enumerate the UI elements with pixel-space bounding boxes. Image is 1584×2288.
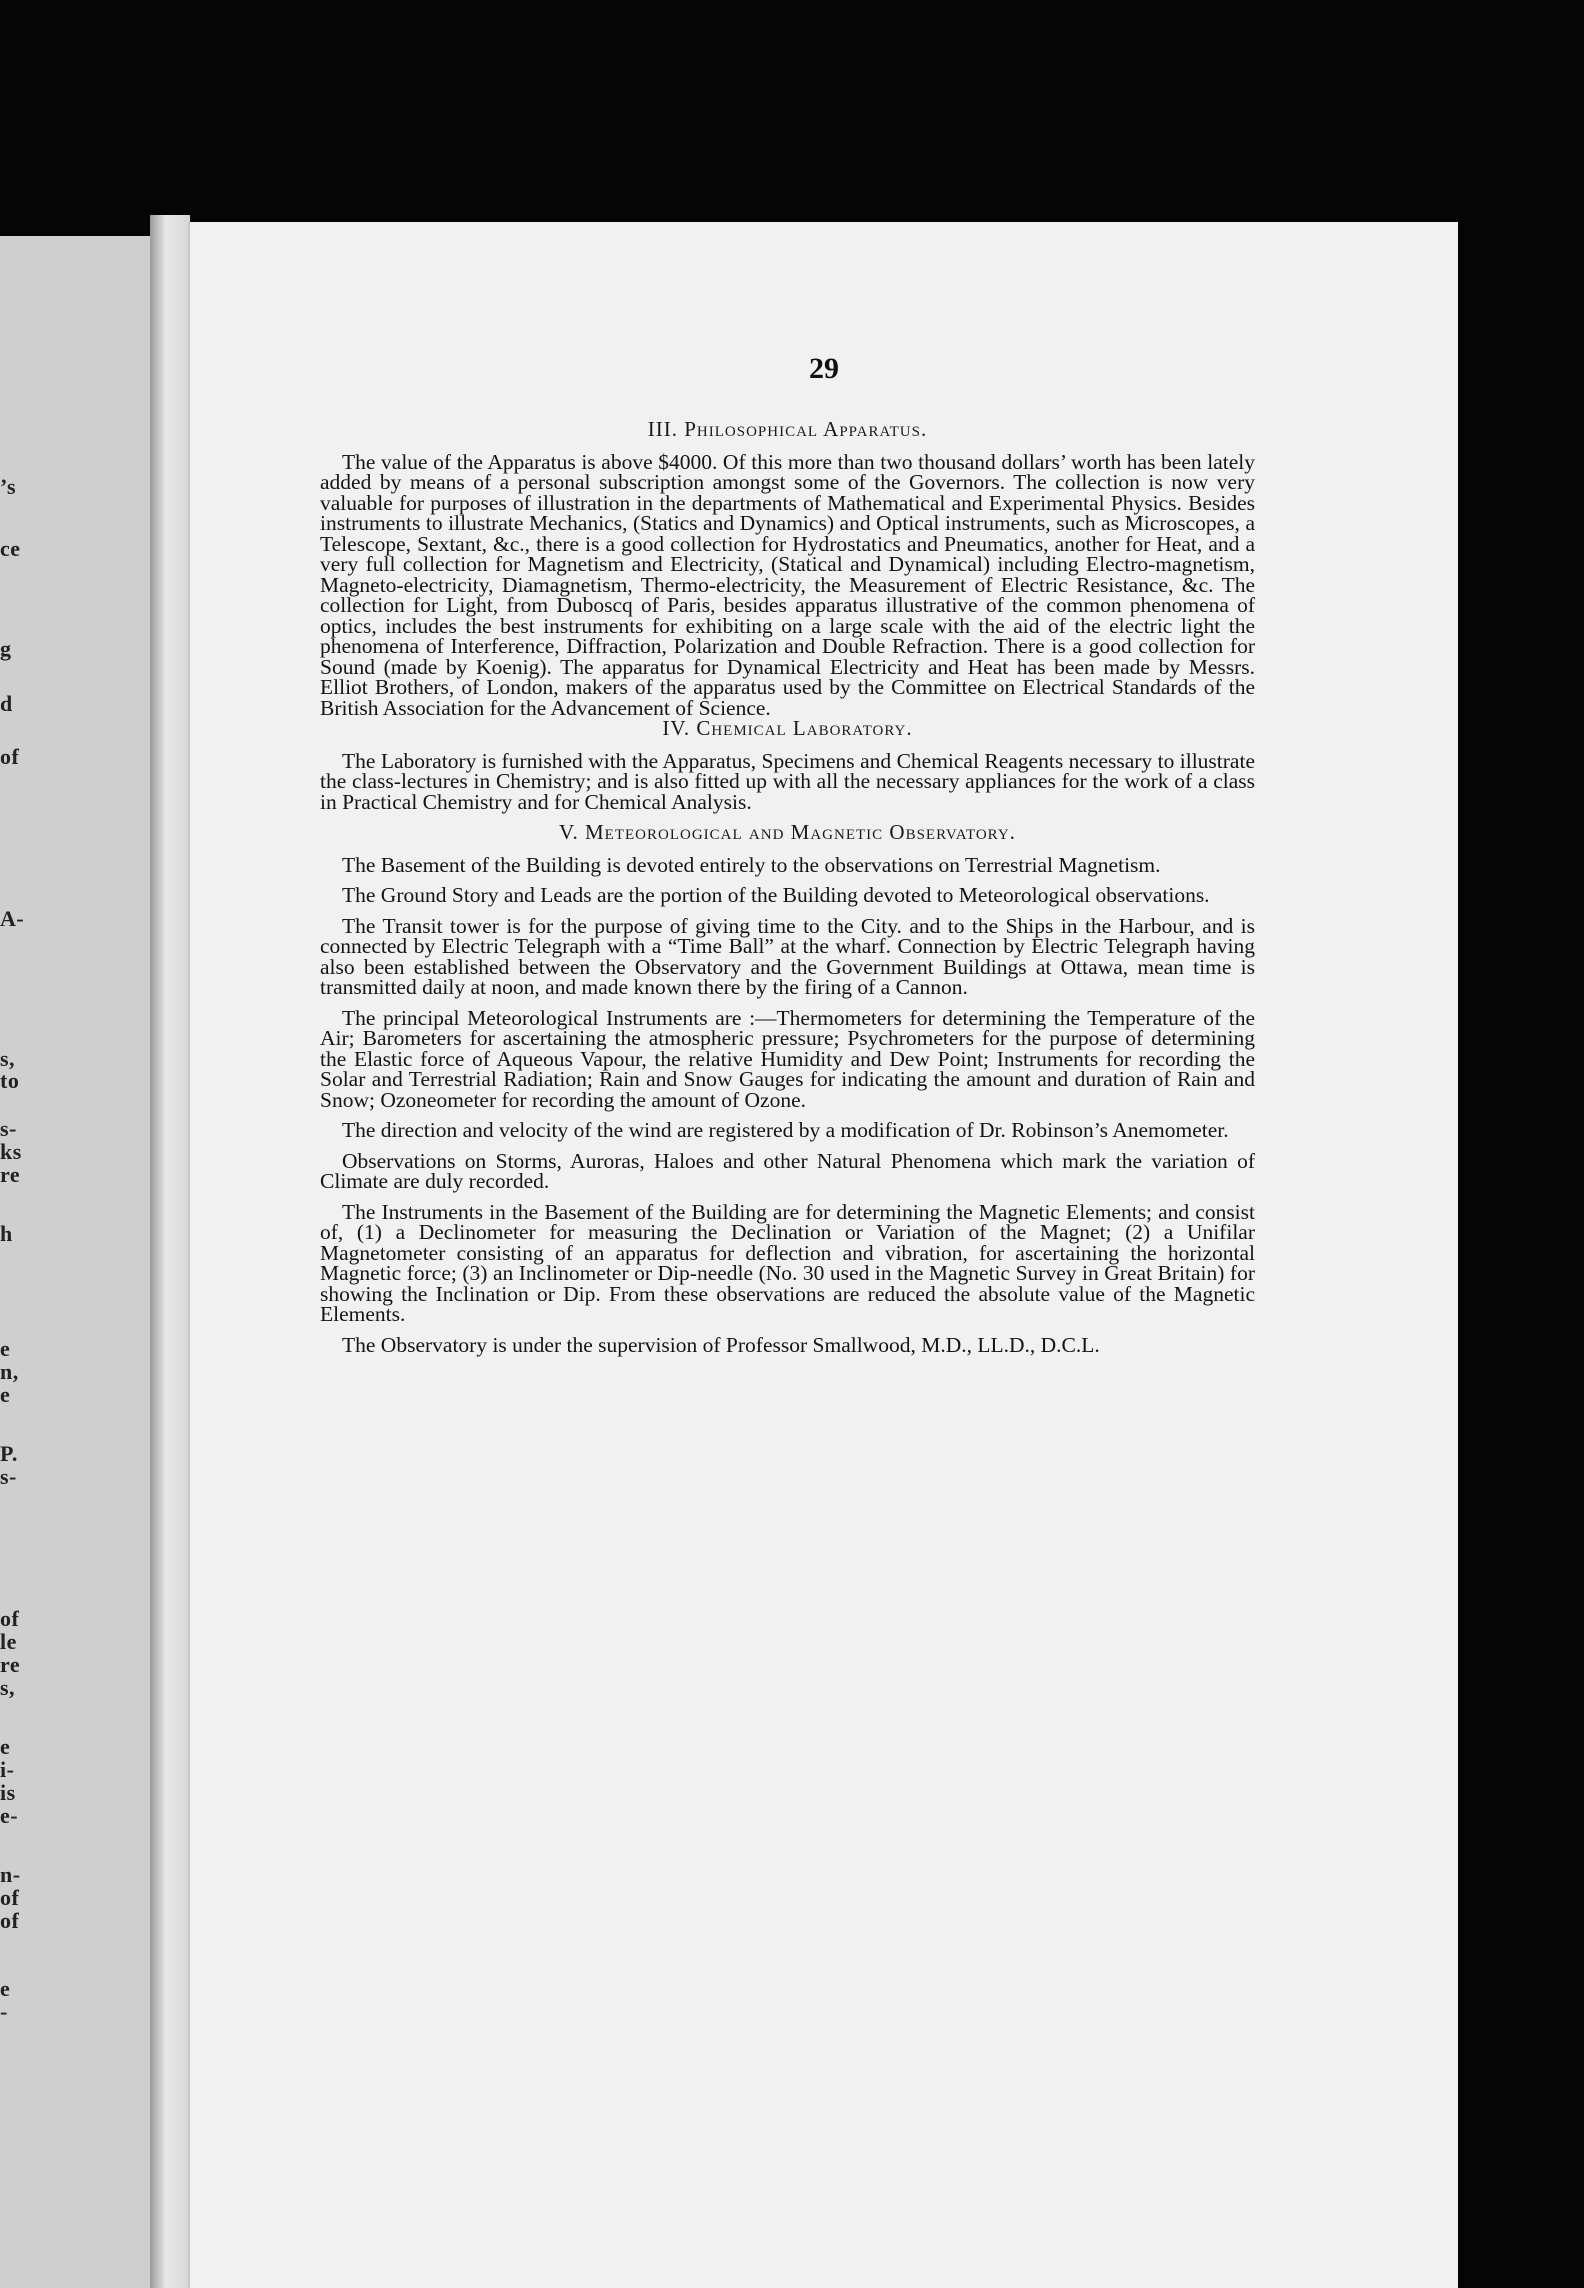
left-page-fragment: ce <box>0 536 21 561</box>
left-page-fragment: s, <box>0 1046 16 1071</box>
left-page-fragment: n, <box>0 1359 19 1384</box>
paragraph: The Instruments in the Basement of the Building are for determining the Magnetic Elements; and consist of, (1) a Declinometer for measuring the Declination or Variation of the Magnet; (2) a Unifilar Magnetometer consisting of an apparatus for deflection and vibration, for ascertaining the horizontal Magnetic force; (3) an Inclinometer or Dip-needle (No. 30 used in the Magnetic Survey in Great Britain) for showing the Inclination or Dip. From these observations are reduced the absolute value of the Magnetic Elements. <box>320 1199 1255 1326</box>
document-page <box>188 222 1458 2288</box>
left-page-fragment: e- <box>0 1803 19 1828</box>
left-page-fragment: ’s <box>0 474 17 499</box>
left-page-fragment: A- <box>0 906 25 931</box>
book-spine <box>150 215 190 2288</box>
left-page-fragment: e <box>0 1336 11 1361</box>
paragraph: The Laboratory is furnished with the Apparatus, Specimens and Chemical Reagents necessary to illustrate the class-lectures in Chemistry; and is also fitted up with all the necessary appliances for the work of a class in Practical Chemistry and for Chemical Analysis. <box>320 748 1255 814</box>
left-page-fragment: of <box>0 744 20 769</box>
section-heading: V. Meteorological and Magnetic Observatory. <box>559 820 1016 844</box>
left-page-fragment: i- <box>0 1757 15 1782</box>
left-page-fragment: re <box>0 1652 21 1677</box>
left-page-fragment: e <box>0 1382 11 1407</box>
left-page-fragment: s, <box>0 1675 16 1700</box>
left-page-fragment: of <box>0 1606 20 1631</box>
left-page-fragment: e <box>0 1734 11 1759</box>
paragraph: The Observatory is under the supervision of Professor Smallwood, M.D., LL.D., D.C.L. <box>342 1332 1100 1357</box>
left-page-fragment: s- <box>0 1464 17 1489</box>
page-number: 29 <box>809 352 839 385</box>
left-page-fragment: - <box>0 1999 8 2024</box>
left-page-fragment: re <box>0 1162 21 1187</box>
left-page-fragment: P. <box>0 1441 18 1466</box>
left-page-fragment: h <box>0 1221 13 1246</box>
left-page-fragment: g <box>0 636 12 661</box>
left-page-fragment: e <box>0 1976 11 2001</box>
left-page-fragment: le <box>0 1629 17 1654</box>
left-page-fragment: d <box>0 691 13 716</box>
paragraph: Observations on Storms, Auroras, Haloes and other Natural Phenomena which mark the variation of Climate are duly recorded. <box>320 1148 1255 1193</box>
left-page-fragment: to <box>0 1068 20 1093</box>
section-heading: III. Philosophical Apparatus. <box>647 417 928 441</box>
left-page-fragment: ks <box>0 1139 22 1164</box>
left-page-fragment: is <box>0 1780 16 1805</box>
paragraph: The direction and velocity of the wind are registered by a modification of Dr. Robinson’s Anemometer. <box>342 1118 1229 1142</box>
paragraph: The Basement of the Building is devoted entirely to the observations on Terrestrial Magnetism. <box>342 852 1161 877</box>
left-page-fragment: n- <box>0 1862 21 1887</box>
left-page-fragment: of <box>0 1908 20 1933</box>
section-chemical-laboratory <box>320 718 1255 812</box>
paragraph: The Ground Story and Leads are the portion of the Building devoted to Meteorological observations. <box>342 883 1210 907</box>
section-philosophical-apparatus <box>320 419 1255 718</box>
page-content <box>320 419 1255 1365</box>
paragraph: The Transit tower is for the purpose of giving time to the City. and to the Ships in the Harbour, and is connected by Electric Telegraph with a “Time Ball” at the wharf. Connection by Electric Telegraph having also been established between the Observatory and the Government Buildings at Ottawa, mean time is transmitted daily at noon, and made known there by the firing of a Cannon. <box>320 913 1255 999</box>
section-observatory <box>320 822 1255 1355</box>
left-page-fragment: of <box>0 1885 20 1910</box>
paragraph: The value of the Apparatus is above $4000. Of this more than two thousand dollars’ worth has been lately added by means of a personal subscription amongst some of the Governors. The collection is now very valuable for purposes of illustration in the departments of Mathematical and Experimental Physics. Besides instruments to illustrate Mechanics, (Statics and Dynamics) and Optical instruments, such as Microscopes, a Telescope, Sextant, &c., there is a good collection for Hydrostatics and Pneumatics, another for Heat, and a very full collection for Magnetism and Electricity, (Statical and Dynamical) including Electro-magnetism, Magneto-electricity, Diamagnetism, Thermo-electricity, the Measurement of Electric Resistance, &c. The collection for Light, from Duboscq of Paris, besides apparatus illustrative of the common phenomena of optics, includes the best instruments for exhibiting on a large scale with the aid of the electric light the phenomena of Interference, Diffraction, Polarization and Double Refraction. There is a good collection for Sound (made by Koenig). The apparatus for Dynamical Electricity and Heat has been made by Messrs. Elliot Brothers, of London, makers of the apparatus used by the Committee on Electrical Standards of the British Association for the Advancement of Science. <box>320 449 1255 720</box>
left-page-fragment: s- <box>0 1116 17 1141</box>
paragraph: The principal Meteorological Instruments are :—Thermometers for determining the Temperature of the Air; Barometers for ascertaining the atmospheric pressure; Psychrometers for the purpose of determining the Elastic force of Aqueous Vapour, the relative Humidity and Dew Point; Instruments for recording the Solar and Terrestrial Radiation; Rain and Snow Gauges for indicating the amount and duration of Rain and Snow; Ozoneometer for recording the amount of Ozone. <box>320 1005 1255 1112</box>
section-heading: IV. Chemical Laboratory. <box>662 716 913 740</box>
